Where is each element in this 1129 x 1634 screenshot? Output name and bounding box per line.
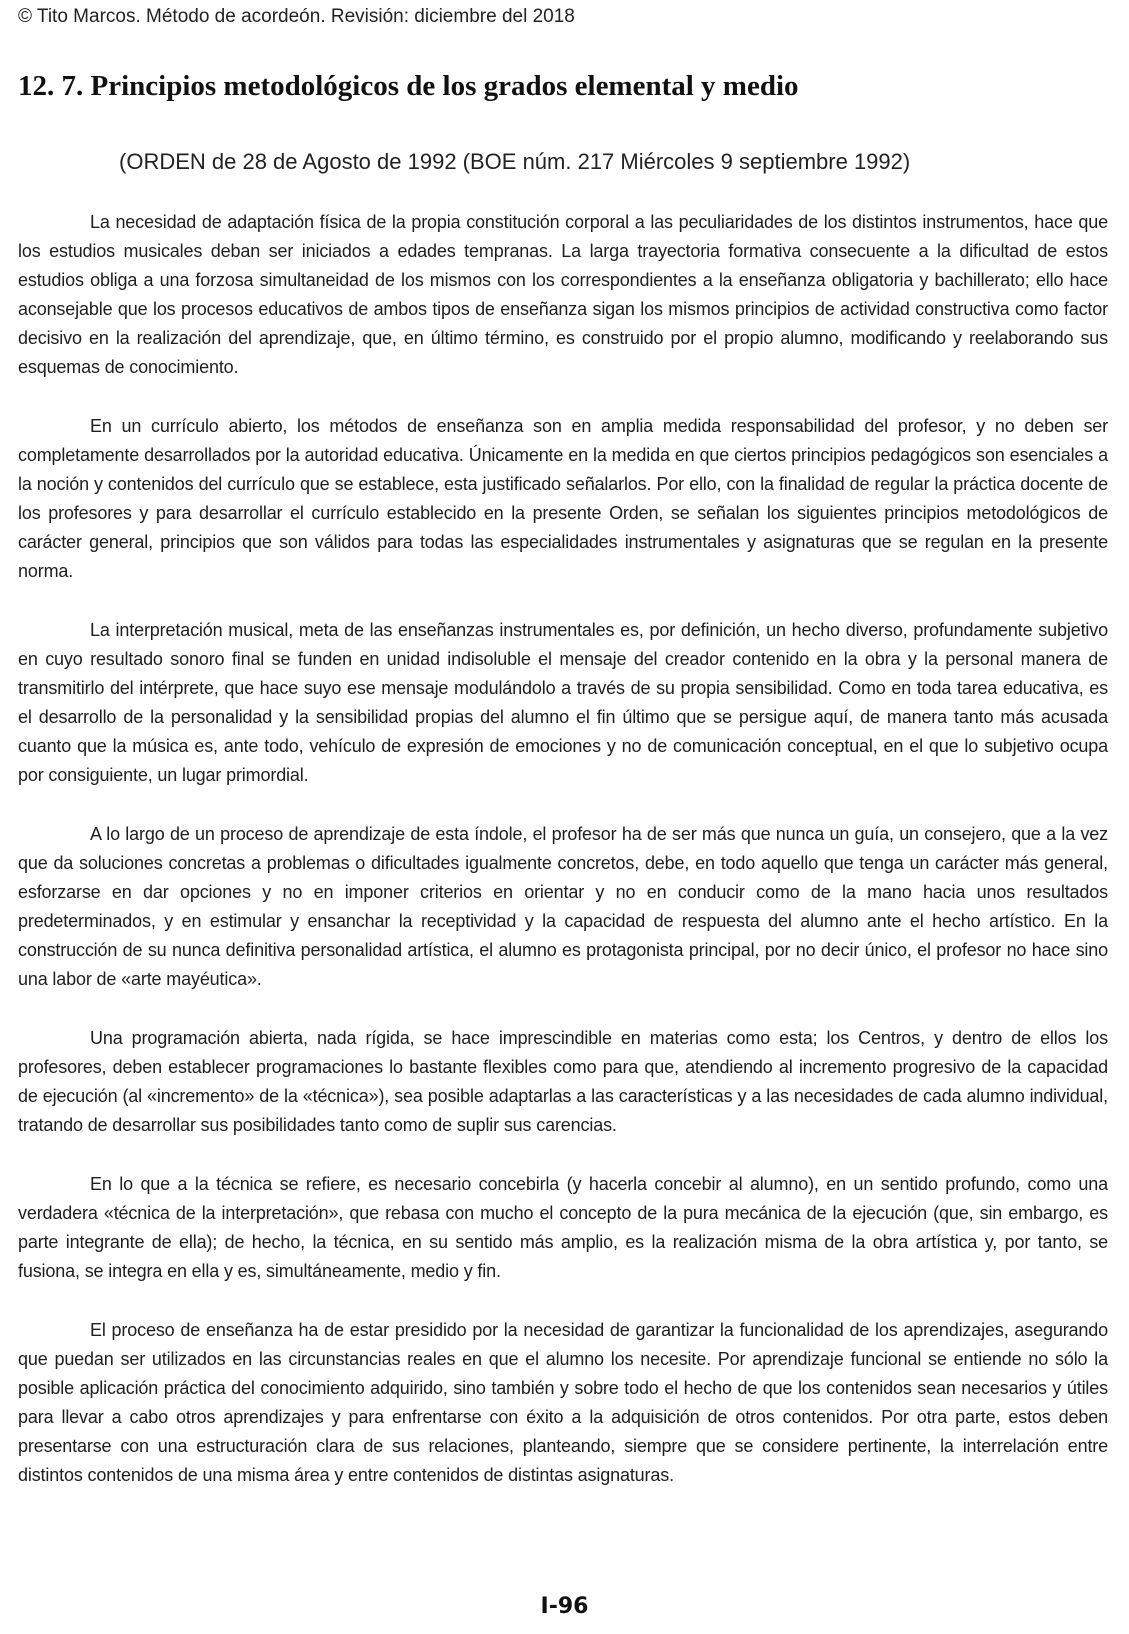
running-header: © Tito Marcos. Método de acordeón. Revisión: diciembre del 2018 <box>18 6 575 27</box>
page-number: I-96 <box>540 1594 589 1619</box>
body-text <box>18 208 1108 1520</box>
section-subtitle: (ORDEN de 28 de Agosto de 1992 (BOE núm. 217 Miércoles 9 septiembre 1992) <box>119 149 911 174</box>
paragraph: A lo largo de un proceso de aprendizaje de esta índole, el profesor ha de ser más que nunca un guía, un consejero, que a la vez que da soluciones concretas a problemas o dificultades igualmente concretos, debe, en todo aquello que tenga un carácter más general, esforzarse en dar opciones y no en imponer criterios en orientar y no en conducir como de la mano hacia unos resultados predeterminados, y en estimular y ensanchar la receptividad y la capacidad de respuesta del alumno ante el hecho artístico. En la construcción de su nunca definitiva personalidad artística, el alumno es protagonista principal, por no decir único, el profesor no hace sino una labor de «arte mayéutica». <box>18 824 1108 989</box>
paragraph: La necesidad de adaptación física de la propia constitución corporal a las peculiaridades de los distintos instrumentos, hace que los estudios musicales deban ser iniciados a edades tempranas. La larga trayectoria formativa consecuente a la dificultad de estos estudios obliga a una forzosa simultaneidad de los mismos con los correspondientes a la enseñanza obligatoria y bachillerato; ello hace aconsejable que los procesos educativos de ambos tipos de enseñanza sigan los mismos principios de actividad constructiva como factor decisivo en la realización del aprendizaje, que, en último término, es construido por el propio alumno, modificando y reelaborando sus esquemas de conocimiento. <box>18 212 1108 377</box>
paragraph: En un currículo abierto, los métodos de enseñanza son en amplia medida responsabilidad del profesor, y no deben ser completamente desarrollados por la autoridad educativa. Únicamente en la medida en que ciertos principios pedagógicos son esenciales a la noción y contenidos del currículo que se establece, esta justificado señalarlos. Por ello, con la finalidad de regular la práctica docente de los profesores y para desarrollar el currículo establecido en la presente Orden, se señalan los siguientes principios metodológicos de carácter general, principios que son válidos para todas las especialidades instrumentales y asignaturas que se regulan en la presente norma. <box>18 416 1108 581</box>
section-title: 12. 7. Principios metodológicos de los grados elemental y medio <box>18 70 799 102</box>
paragraph: El proceso de enseñanza ha de estar presidido por la necesidad de garantizar la funcionalidad de los aprendizajes, asegurando que puedan ser utilizados en las circunstancias reales en que el alumno los necesite. Por aprendizaje funcional se entiende no sólo la posible aplicación práctica del conocimiento adquirido, sino también y sobre todo el hecho de que los contenidos sean necesarios y útiles para llevar a cabo otros aprendizajes y para enfrentarse con éxito a la adquisición de otros contenidos. Por otra parte, estos deben presentarse con una estructuración clara de sus relaciones, planteando, siempre que se considere pertinente, la interrelación entre distintos contenidos de una misma área y entre contenidos de distintas asignaturas. <box>18 1320 1108 1485</box>
paragraph: En lo que a la técnica se refiere, es necesario concebirla (y hacerla concebir al alumno), en un sentido profundo, como una verdadera «técnica de la interpretación», que rebasa con mucho el concepto de la pura mecánica de la ejecución (que, sin embargo, es parte integrante de ella); de hecho, la técnica, en su sentido más amplio, es la realización misma de la obra artística y, por tanto, se fusiona, se integra en ella y es, simultáneamente, medio y fin. <box>18 1174 1108 1281</box>
paragraph: Una programación abierta, nada rígida, se hace imprescindible en materias como esta; los Centros, y dentro de ellos los profesores, deben establecer programaciones lo bastante flexibles como para que, atendiendo al incremento progresivo de la capacidad de ejecución (al «incremento» de la «técnica»), sea posible adaptarlas a las características y a las necesidades de cada alumno individual, tratando de desarrollar sus posibilidades tanto como de suplir sus carencias. <box>18 1028 1108 1135</box>
paragraph: La interpretación musical, meta de las enseñanzas instrumentales es, por definición, un hecho diverso, profundamente subjetivo en cuyo resultado sonoro final se funden en unidad indisoluble el mensaje del creador contenido en la obra y la personal manera de transmitirlo del intérprete, que hace suyo ese mensaje modulándolo a través de su propia sensibilidad. Como en toda tarea educativa, es el desarrollo de la personalidad y la sensibilidad propias del alumno el fin último que se persigue aquí, de manera tanto más acusada cuanto que la música es, ante todo, vehículo de expresión de emociones y no de comunicación conceptual, en el que lo subjetivo ocupa por consiguiente, un lugar primordial. <box>18 620 1108 785</box>
